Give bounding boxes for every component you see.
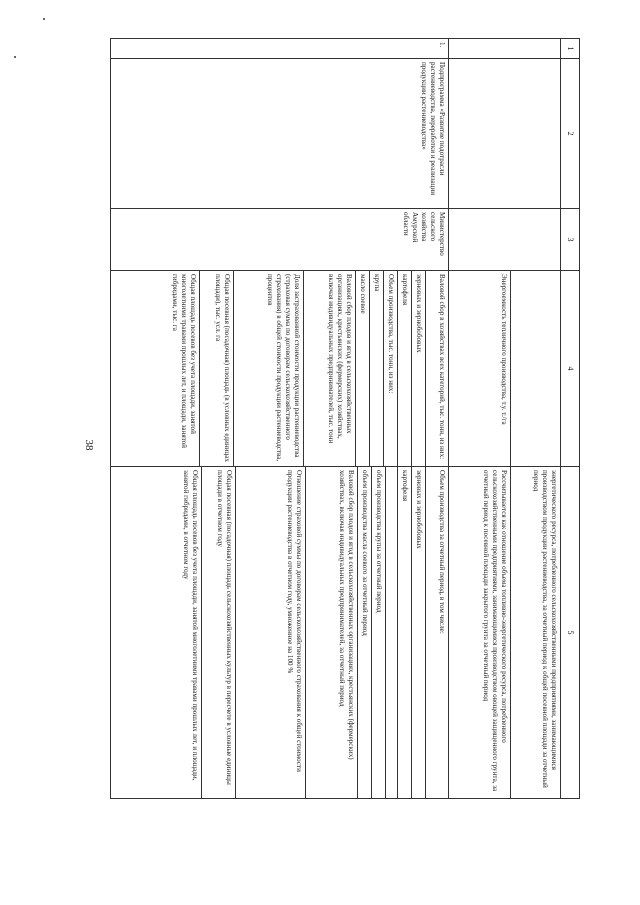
method-cell: Отношение страховой суммы по договорам сельскохозяйственного страхования к общей стоимости продукции растениеводства в отчетном году, умноженное на 100 % bbox=[236, 467, 306, 798]
table-header-row bbox=[561, 39, 580, 799]
indicator-cell: Энергоемкость тепличного производства, т.у. т./га bbox=[449, 271, 511, 467]
method-cell: Общая посевная (посадочная) площадь сельскохозяйственных культур в пересчете в условные единицы площади в отчетном году bbox=[202, 467, 236, 798]
table-row bbox=[111, 39, 449, 799]
method-list bbox=[111, 467, 448, 798]
method-column-cell bbox=[111, 467, 449, 799]
header-cell: 1 bbox=[561, 39, 580, 59]
method-cell: энергетического ресурса, потребленного сельскохозяйственными предприятиями, занимающимися производством продукции растениеводства, за отчетный период к общей посевной площади за отчетный период bbox=[511, 467, 561, 799]
indicator-cell: Валовой сбор в хозяйствах всех категорий, тыс. тонн, из них: bbox=[426, 271, 448, 466]
indicator-column-cell bbox=[111, 271, 449, 467]
rotated-table-container bbox=[110, 38, 580, 798]
indicator-table bbox=[110, 38, 580, 799]
method-cell: Общая площадь посевов без учета площади, занятой многолетними травами прошлых лет, и площади, занятой гибридами, в отчетном году bbox=[182, 470, 200, 781]
method-cell: зерновых и зернобобовых bbox=[412, 467, 426, 798]
indicator-cell: Валовой сбор плодов и ягод в сельскохозяйственных организациях, крестьянских (фермерских) хозяйствах, включая индивидуальных предпринимателей, тыс. тонн bbox=[304, 271, 356, 466]
method-cell: объем производства крупы за отчетный период bbox=[372, 467, 386, 798]
indicator-cell: Объем производства, тыс. тонн, из них: bbox=[384, 271, 398, 466]
indicator-list bbox=[111, 271, 448, 466]
item-number-cell: 1. bbox=[111, 39, 449, 59]
indicator-cell: картофеля bbox=[398, 271, 412, 466]
scan-speck bbox=[43, 18, 45, 20]
item-number-empty-cell bbox=[449, 39, 561, 59]
page-number: 38 bbox=[83, 439, 95, 451]
indicator-cell: зерновых и зернобобовых bbox=[412, 271, 426, 466]
indicator-cell: крупа bbox=[370, 271, 384, 466]
header-cell: 4 bbox=[561, 271, 580, 467]
method-cell: Рассчитывается как отношение объема топливно-энергетического ресурса, потребленного сельскохозяйственными предприятиями, занимающимися производством овощей защищенного грунта, за отчетный период к посевной площади закрытого грунта за отчетный период bbox=[449, 467, 511, 799]
responsible-cell: Министерство сельского хозяйства Амурской области bbox=[111, 209, 449, 271]
header-cell: 2 bbox=[561, 59, 580, 209]
method-cell: Валовой сбор плодов и ягод в сельскохозяйственных организациях, крестьянских (фермерских) хозяйствах, включая индивидуальных предпринимателей, за отчетный период bbox=[306, 467, 358, 798]
indicator-empty-cell bbox=[511, 271, 561, 467]
method-cell: объем производства масла соевого за отчетный период bbox=[358, 467, 372, 798]
method-cell: картофеля bbox=[398, 467, 412, 798]
responsible-empty-cell bbox=[449, 209, 561, 271]
table-row bbox=[511, 39, 561, 799]
indicator-cell: Общая площадь посевов без учета площади, занятой многолетними травами прошлых лет, и площади, занятой гибридами, тыс. га bbox=[170, 274, 198, 448]
indicator-cell: Общая посевная (посадочная) площадь (в условных единицах площади), тыс. усл. га bbox=[200, 271, 234, 466]
header-cell: 5 bbox=[561, 467, 580, 799]
method-cell bbox=[386, 467, 398, 798]
indicator-cell: Доля застрахованной стоимости продукции растениеводства (страховая сумма по договорам сельскохозяйственного страхования) в общей стоимости продукции растениеводства, процентов bbox=[234, 271, 304, 466]
indicator-cell: масло соевое bbox=[356, 271, 370, 466]
subprogram-empty-cell bbox=[449, 59, 561, 209]
method-cell: Объем производства за отчетный период, в том числе: bbox=[426, 467, 448, 798]
header-cell: 3 bbox=[561, 209, 580, 271]
scan-speck bbox=[14, 56, 16, 58]
subprogram-cell: Подпрограмма «Развитие подотрасли растениеводства, переработки и реализации продукции растениеводства» bbox=[111, 59, 449, 209]
